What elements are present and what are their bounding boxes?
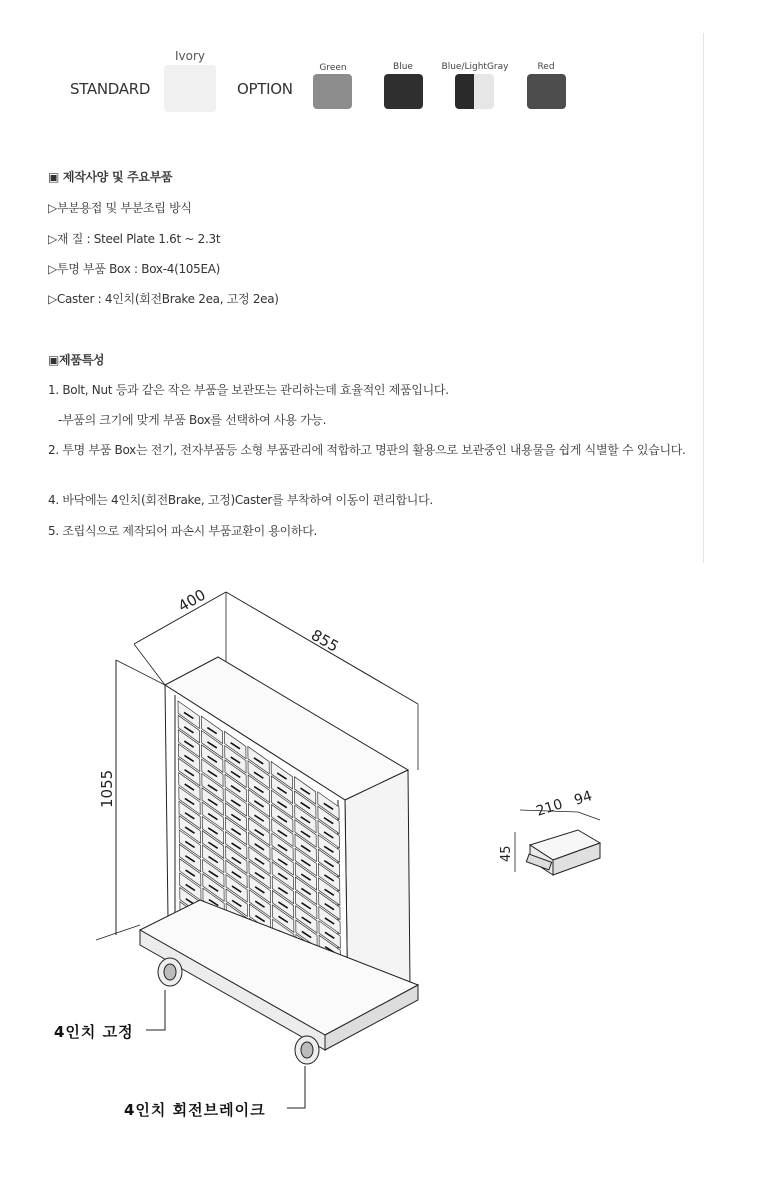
box-dim-length: 210 [534, 796, 565, 820]
caster-brake-icon [295, 1036, 319, 1064]
swatch-name-ivory: Ivory [174, 49, 206, 63]
leader-line-fixed [146, 990, 165, 1030]
swatch-name-red: Red [537, 62, 555, 72]
feature-item: 2. 투명 부품 Box는 전기, 전자부품등 소형 부품관리에 적합하고 명판의 활용으로 보관중인 내용물을 쉽게 식별할 수 있습니다. [48, 443, 686, 457]
feature-item: 4. 바닥에는 4인치(회전Brake, 고정)Caster를 부착하여 이동이 편리합니다. [48, 493, 433, 507]
swatch-half-blue [455, 74, 474, 109]
spec-heading: ▣ 제작사양 및 주요부품 [48, 170, 173, 184]
box-dim-height: 45 [499, 845, 514, 862]
swatch-name-blue-lightgray: Blue/LightGray [441, 62, 509, 72]
standard-label: STANDARD [70, 80, 151, 98]
swatch-half-lightgray [474, 74, 494, 109]
swatch-blue-lightgray [455, 74, 494, 109]
dim-extension-line [116, 660, 165, 685]
leader-line-brake [287, 1066, 305, 1108]
dim-label-height: 1055 [98, 769, 116, 808]
option-label: OPTION [237, 80, 293, 98]
swatch-blue [384, 74, 423, 109]
feature-item: 1. Bolt, Nut 등과 같은 작은 부품을 보관또는 관리하는데 효율적인 제품입니다. [48, 383, 449, 397]
cabinet-technical-drawing [0, 580, 757, 1140]
swatch-red [527, 74, 566, 109]
swatch-ivory [164, 65, 216, 112]
dim-extension-line [96, 925, 140, 940]
spec-line: ▷투명 부품 Box : Box-4(105EA) [48, 262, 221, 276]
feature-item: 5. 조립식으로 제작되어 파손시 부품교환이 용이하다. [48, 524, 318, 538]
parts-box-drawing [515, 810, 600, 875]
caption-caster-fixed: 4인치 고정 [54, 1023, 134, 1041]
spec-line: ▷부분용접 및 부분조립 방식 [48, 201, 192, 215]
dim-label-depth: 400 [175, 585, 209, 616]
dim-label-width: 855 [308, 625, 342, 656]
caster-fixed-icon [158, 958, 182, 986]
features-heading: ▣제품특성 [48, 353, 105, 367]
caption-caster-brake: 4인치 회전브레이크 [124, 1101, 266, 1119]
swatch-green [313, 74, 352, 109]
spec-line: ▷Caster : 4인치(회전Brake 2ea, 고정 2ea) [48, 292, 279, 306]
feature-item: -부품의 크기에 맞게 부품 Box를 선택하여 사용 가능. [58, 413, 327, 427]
dim-extension-line [134, 644, 165, 685]
box-dim-width: 94 [572, 788, 595, 809]
spec-line: ▷재 질 : Steel Plate 1.6t ~ 2.3t [48, 232, 221, 246]
right-divider-line [703, 33, 704, 563]
swatch-name-blue: Blue [393, 62, 413, 72]
swatch-name-green: Green [319, 63, 347, 73]
